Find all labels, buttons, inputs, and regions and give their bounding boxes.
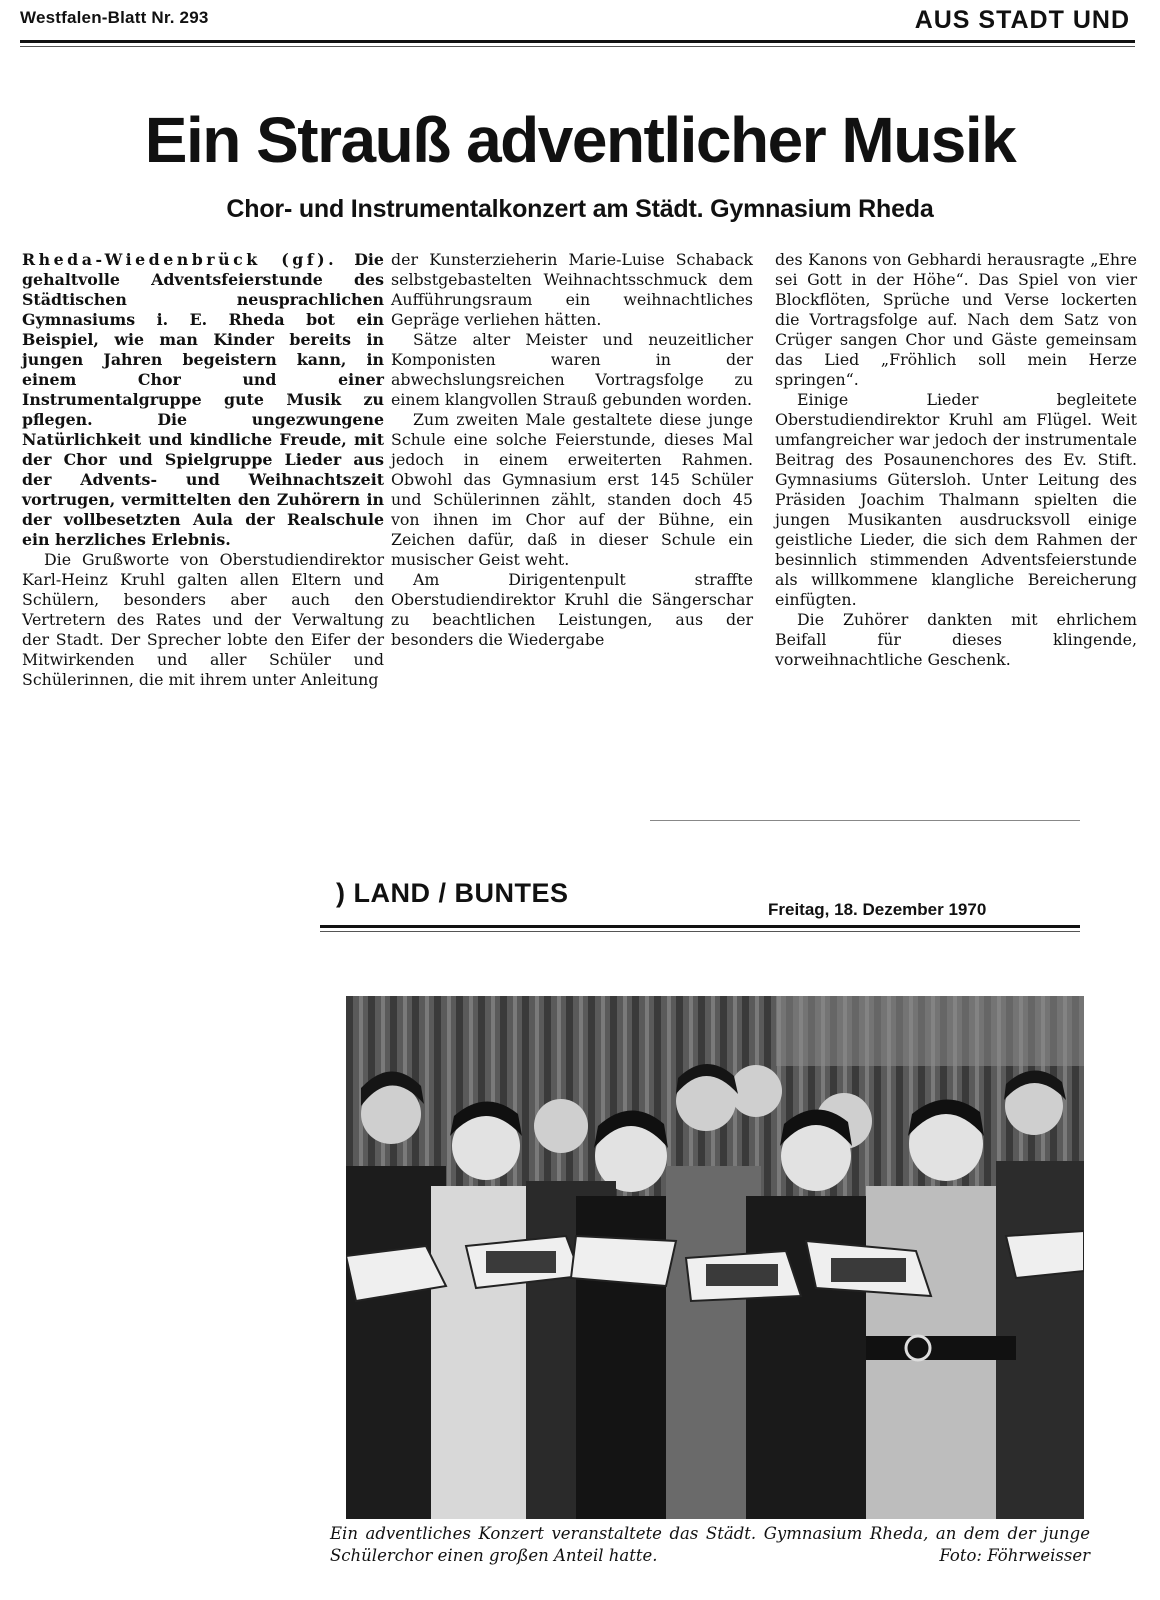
masthead-paper-name: Westfalen-Blatt Nr. 293: [20, 8, 209, 27]
top-rule: [20, 40, 1135, 43]
footer-rule-thin: [320, 931, 1080, 932]
choir-photo-illustration: [346, 996, 1084, 1519]
article-headline: Ein Strauß adventlicher Musik: [144, 104, 1016, 176]
body-paragraph: Einige Lieder begleitete Oberstudiendirektor Kruhl am Flügel. Weit umfangreicher war jedoch der instrumentale Beitrag des Posaunenchores des Ev. Stift. Gymnasiums Gütersloh. Unter Leitung des Präsiden Joachim Thalmann spielten die jungen Musikanten ausdrucksvoll einige geistliche Lieder, die sich dem Rahmen der besinnlich stimmenden Adventsfeierstunde als willkommene klangliche Bereicherung einfügten.: [775, 390, 1137, 609]
photo-caption: [330, 1523, 1090, 1567]
body-paragraph: Die Zuhörer dankten mit ehrlichem Beifall für dieses klingende, vorweihnachtliche Geschenk.: [775, 610, 1137, 669]
body-paragraph: Zum zweiten Male gestaltete diese junge Schule eine solche Feierstunde, dieses Mal jedoch in einem erweiterten Rahmen. Obwohl das Gymnasium erst 145 Schüler und Schülerinnen zählt, standen doch 45 von ihnen im Chor auf der Bühne, ein Zeichen dafür, daß in dieser Schule ein musischer Geist weht.: [391, 410, 753, 569]
photo-credit: Foto: Föhrweisser: [939, 1546, 1090, 1565]
section-divider: [650, 820, 1080, 821]
body-paragraph: der Kunsterzieherin Marie-Luise Schaback selbstgebastelten Weihnachtsschmuck dem Aufführungsraum ein weihnachtliches Gepräge verliehen hätten.: [391, 250, 753, 329]
lead-paragraph: [22, 250, 384, 550]
article-column-2: [391, 250, 753, 650]
dateline: Rheda-Wiedenbrück (gf).: [22, 250, 338, 269]
body-paragraph: des Kanons von Gebhardi herausragte „Ehre sei Gott in der Höhe“. Das Spiel von vier Blockflöten, Sprüche und Verse lockerten die Vortragsfolge auf. Nach dem Satz von Crüger sangen Chor und Gäste gemeinsam das Lied „Fröhlich soll mein Herze springen“.: [775, 250, 1137, 389]
top-rule-thin: [20, 46, 1135, 47]
article-column-1: [22, 250, 384, 690]
footer-section-name: ) LAND / BUNTES: [336, 878, 569, 908]
footer-rule: [320, 925, 1080, 928]
body-paragraph: Sätze alter Meister und neuzeitlicher Komponisten waren in der abwechslungsreichen Vortragsfolge zu einem klangvollen Strauß gebunden worden.: [391, 330, 753, 409]
body-paragraph: Am Dirigentenpult straffte Oberstudiendirektor Kruhl die Sängerschar zu beachtlichen Leistungen, aus der besonders die Wiedergabe: [391, 570, 753, 649]
choir-photo: [346, 996, 1084, 1519]
article-subheadline: Chor- und Instrumentalkonzert am Städt. Gymnasium Rheda: [226, 195, 934, 223]
article-column-3: [775, 250, 1137, 670]
lead-text: Die gehaltvolle Adventsfeierstunde des Städtischen neusprachlichen Gymnasiums i. E. Rheda bot ein Beispiel, wie man Kinder bereits in jungen Jahren begeistern kann, in einem Chor und einer Instrumentalgruppe gute Musik zu pflegen. Die ungezwungene Natürlichkeit und kindliche Freude, mit der Chor und Spielgruppe Lieder aus der Advents- und Weihnachtszeit vortrugen, vermittelten den Zuhörern in der vollbesetzten Aula der Realschule ein herzliches Erlebnis.: [22, 250, 384, 549]
caption-text: Ein adventliches Konzert veranstaltete das Städt. Gymnasium Rheda, an dem der junge Schülerchor einen großen Anteil hatte.: [330, 1524, 1090, 1565]
masthead-section: AUS STADT UND: [914, 6, 1130, 34]
issue-date: Freitag, 18. Dezember 1970: [768, 900, 987, 919]
body-paragraph: Die Grußworte von Oberstudiendirektor Karl-Heinz Kruhl galten allen Eltern und Schülern, besonders aber auch den Vertretern des Rates und der Verwaltung der Stadt. Der Sprecher lobte den Eifer der Mitwirkenden und aller Schüler und Schülerinnen, die mit ihrem unter Anleitung: [22, 550, 384, 689]
